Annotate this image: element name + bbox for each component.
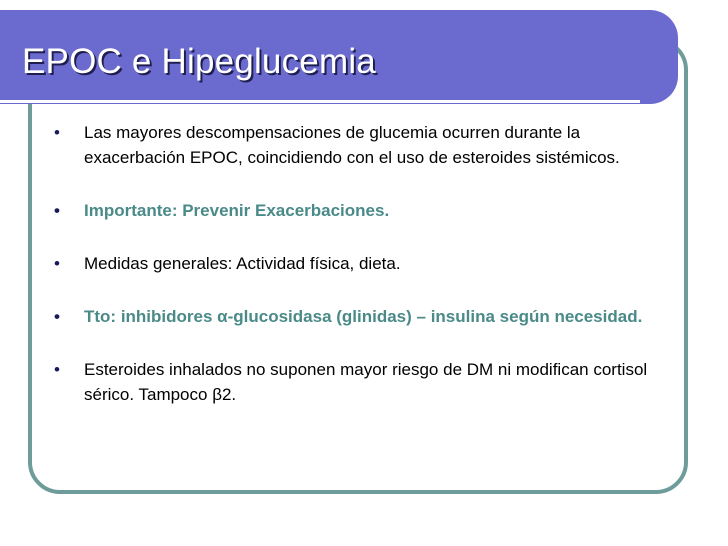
bullet-text: Esteroides inhalados no suponen mayor riesgo de DM ni modifican cortisol sérico. Tampoco β2. — [84, 360, 648, 404]
bullet-text: Las mayores descompensaciones de glucemia ocurren durante la exacerbación EPOC, coincidiendo con el uso de esteroides sistémicos. — [84, 123, 620, 167]
slide-title: EPOC e Hipeglucemia — [22, 42, 376, 81]
bullet-text: Medidas generales: Actividad física, dieta. — [84, 254, 401, 273]
bullet-dot-icon: • — [54, 254, 60, 273]
bullet-dot-icon: • — [54, 201, 60, 220]
bullet-list — [52, 120, 652, 407]
bullet-item-tratamiento — [52, 304, 652, 329]
bullet-dot-icon: • — [54, 123, 60, 142]
title-bar — [0, 10, 678, 104]
bullet-text: Importante: Prevenir Exacerbaciones. — [84, 201, 390, 220]
bullet-item-glucemia — [52, 120, 652, 170]
bullet-dot-icon: • — [54, 307, 60, 326]
bullet-text: Tto: inhibidores α-glucosidasa (glinidas) – insulina según necesidad. — [84, 307, 643, 326]
title-underline — [0, 100, 640, 103]
bullet-item-esteroides — [52, 357, 652, 407]
bullet-dot-icon: • — [54, 360, 60, 379]
bullet-item-importante — [52, 198, 652, 223]
bullet-item-medidas — [52, 251, 652, 276]
